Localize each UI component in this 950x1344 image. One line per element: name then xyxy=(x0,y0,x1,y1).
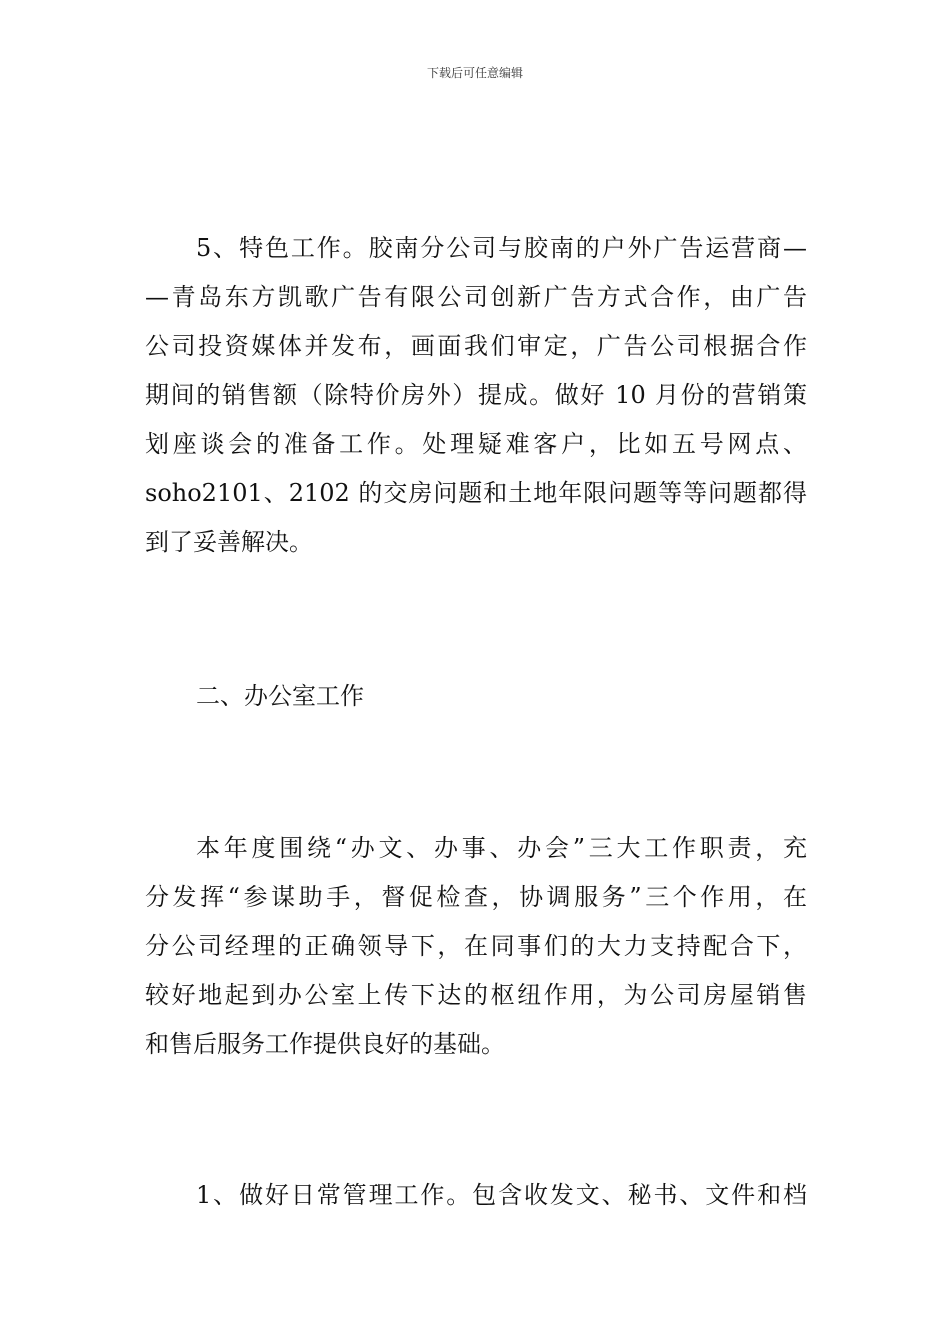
paragraph-office-duties xyxy=(145,824,807,1069)
text-line: 公司投资媒体并发布，画面我们审定，广告公司根据合作 xyxy=(145,332,807,360)
section-heading-office-work xyxy=(145,672,807,721)
text-line: 5、特色工作。胶南分公司与胶南的户外广告运营商— xyxy=(196,234,807,262)
text-line: 划座谈会的准备工作。处理疑难客户，比如五号网点、 xyxy=(145,430,807,458)
text-line: —青岛东方凯歌广告有限公司创新广告方式合作，由广告 xyxy=(145,283,807,311)
paragraph-daily-management xyxy=(145,1171,807,1220)
text-line: 1、做好日常管理工作。包含收发文、秘书、文件和档 xyxy=(196,1181,807,1209)
page-header: 下载后可任意编辑 xyxy=(426,66,523,80)
text-line: 和售后服务工作提供良好的基础。 xyxy=(145,1030,505,1058)
text-line: 分公司经理的正确领导下，在同事们的大力支持配合下， xyxy=(145,932,807,960)
text-line: 较好地起到办公室上传下达的枢纽作用，为公司房屋销售 xyxy=(145,981,807,1009)
text-line: 本年度围绕“办文、办事、办会”三大工作职责，充 xyxy=(196,834,807,862)
text-line: 到了妥善解决。 xyxy=(145,528,313,556)
text-line: 分发挥“参谋助手，督促检查，协调服务”三个作用，在 xyxy=(145,883,807,911)
text-line: 期间的销售额（除特价房外）提成。做好 10 月份的营销策 xyxy=(145,381,807,409)
section-title: 二、办公室工作 xyxy=(196,682,364,710)
paragraph-special-work xyxy=(145,224,807,567)
text-line: soho2101、2102 的交房问题和土地年限问题等等问题都得 xyxy=(145,479,807,507)
